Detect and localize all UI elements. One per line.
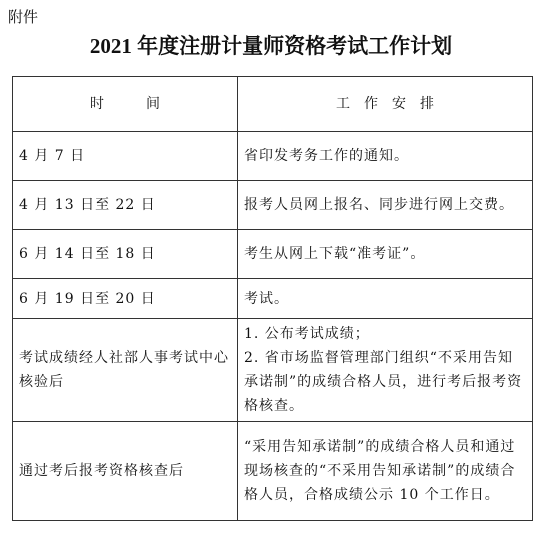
row-time: 4 月 13 日至 22 日 <box>13 181 238 230</box>
table-row <box>13 422 533 521</box>
task-line: 报考人员网上报名、同步进行网上交费。 <box>244 197 514 213</box>
row-task <box>238 181 533 230</box>
page-title: 2021 年度注册计量师资格考试工作计划 <box>89 34 453 58</box>
table-row <box>13 132 533 181</box>
row-task <box>238 422 533 521</box>
table-header-row <box>13 77 533 132</box>
task-line: “采用告知承诺制”的成绩合格人员和通过现场核查的“不采用告知承诺制”的成绩合格人员，合格成绩公示 10 个工作日。 <box>244 439 516 503</box>
task-line: 1. 公布考试成绩； <box>244 326 370 342</box>
table-row <box>13 319 533 422</box>
attachment-label: 附件 <box>8 8 39 26</box>
row-time: 6 月 19 日至 20 日 <box>13 279 238 319</box>
schedule-table <box>12 76 533 521</box>
row-time: 4 月 7 日 <box>13 132 238 181</box>
row-task <box>238 230 533 279</box>
row-task <box>238 132 533 181</box>
task-line: 2. 省市场监督管理部门组织“不采用告知承诺制”的成绩合格人员，进行考后报考资格核查。 <box>244 350 523 414</box>
task-line: 省印发考务工作的通知。 <box>244 148 409 164</box>
header-time: 时 间 <box>13 77 238 132</box>
table-row <box>13 279 533 319</box>
table-row <box>13 181 533 230</box>
row-time: 6 月 14 日至 18 日 <box>13 230 238 279</box>
header-task: 工 作 安 排 <box>238 77 533 132</box>
row-time: 考试成绩经人社部人事考试中心核验后 <box>13 319 238 422</box>
task-line: 考生从网上下载“准考证”。 <box>244 246 426 262</box>
table-row <box>13 230 533 279</box>
row-task <box>238 319 533 422</box>
row-task <box>238 279 533 319</box>
row-time: 通过考后报考资格核查后 <box>13 422 238 521</box>
task-line: 考试。 <box>244 290 289 307</box>
